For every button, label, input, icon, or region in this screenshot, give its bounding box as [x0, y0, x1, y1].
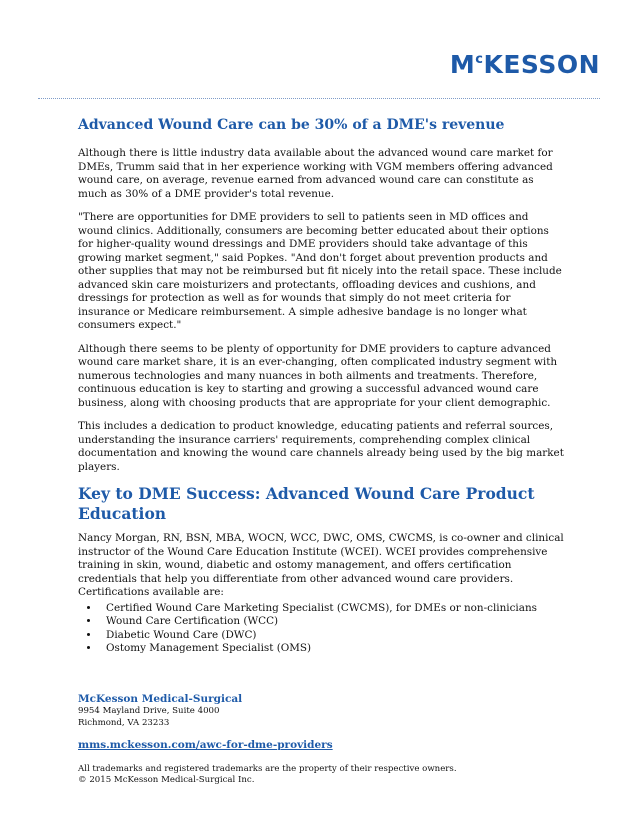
paragraph: Nancy Morgan, RN, BSN, MBA, WOCN, WCC, DWC, OMS, CWCMS, is co-owner and clinical instructor of the Wound Care Education Institute (WCEI). WCEI provides comprehensive training in skin, wound, diabetic and ostomy management, and offers certification credentials that help you differentiate from other advanced wound care providers. Certifications available are:: [78, 532, 564, 598]
footer-company: McKesson Medical-Surgical: [78, 693, 243, 705]
footer-address-line: Richmond, VA 23233: [78, 717, 170, 728]
section-1-title: Advanced Wound Care can be 30% of a DME's revenue: [78, 117, 505, 133]
copyright-notice: © 2015 McKesson Medical-Surgical Inc.: [78, 775, 255, 785]
trademark-notice: All trademarks and registered trademarks are the property of their respective owners.: [78, 763, 457, 774]
mckesson-logo: $M^cKESSON$: [449, 50, 600, 79]
paragraph: Although there is little industry data available about the advanced wound care market for DMEs, Trumm said that in her experience working with VGM members offering advanced wound care, on average, revenue earned from advanced wound care can constitute as much as 30% of a DME provider's total revenue.: [78, 147, 553, 200]
list-item: • Ostomy Management Specialist (OMS): [100, 642, 564, 656]
list-item: • Diabetic Wound Care (DWC): [100, 629, 564, 643]
paragraph: "There are opportunities for DME providers to sell to patients seen in MD offices and wound clinics. Additionally, consumers are becoming better educated about their options for higher-quality wound dressings and DME providers should take advantage of this growing market segment," said Popkes. "And don't forget about prevention products and other supplies that may not be reimbursed but fit nicely into the retail space. These include advanced skin care moisturizers and protectants, offloading devices and cushions, and dressings for protection as well as for wounds that simply do not meet criteria for insurance or Medicare reimbursement. A simple adhesive bandage is no longer what consumers expect.": [78, 211, 562, 331]
article-body: [78, 112, 564, 656]
footer: [78, 692, 564, 787]
header-divider: [38, 98, 600, 99]
section-2-title: Key to DME Success: Advanced Wound Care Product Education: [78, 484, 535, 523]
certification-list: [78, 602, 564, 656]
list-item: • Wound Care Certification (WCC): [100, 615, 564, 629]
paragraph: Although there seems to be plenty of opportunity for DME providers to capture advanced wound care market share, it is an ever-changing, often complicated industry segment with numerous technologies and many nuances in both ailments and treatments. Therefore, continuous education is key to starting and growing a successful advanced wound care business, along with choosing products that are appropriate for your client demographic.: [78, 342, 558, 409]
list-item: • Certified Wound Care Marketing Specialist (CWCMS), for DMEs or non-clinicians: [100, 602, 564, 616]
footer-link[interactable]: mms.mckesson.com/awc-for-dme-providers: [78, 739, 333, 751]
footer-address-line: 9954 Mayland Drive, Suite 4000: [78, 706, 220, 716]
paragraph: This includes a dedication to product knowledge, educating patients and referral sources, understanding the insurance carriers' requirements, comprehending complex clinical documentation and knowing the wound care channels already being used by the big market players.: [78, 420, 564, 473]
